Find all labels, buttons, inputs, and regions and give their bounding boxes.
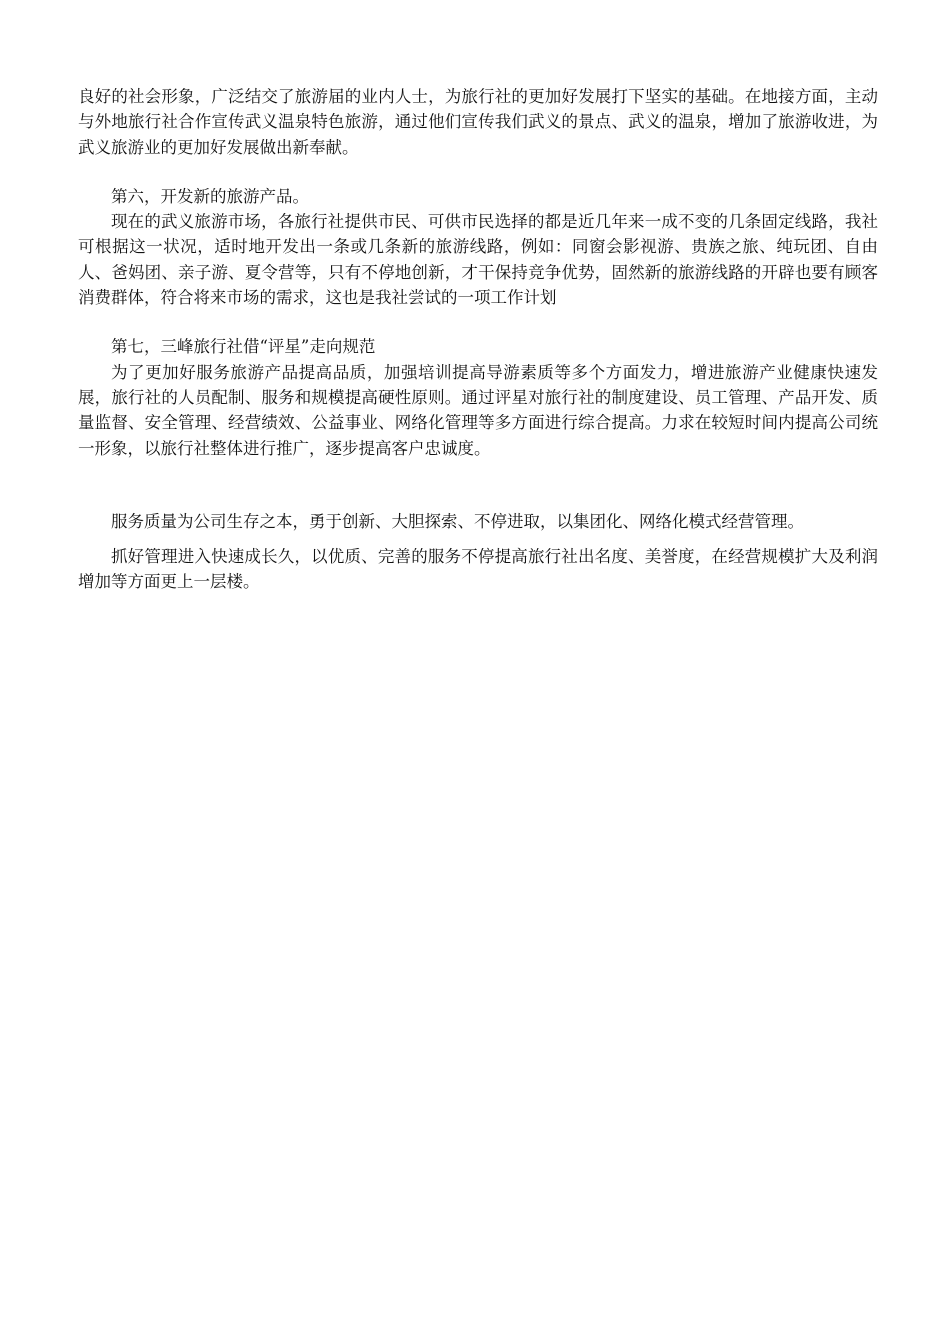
section-heading-7: 第七，三峰旅行社借“评星”走向规范 <box>111 337 376 357</box>
paragraph-continuation: 良好的社会形象，广泛结交了旅游届的业内人士，为旅行社的更加好发展打下坚实的基础。在地接方面，主动与外地旅行社合作宣传武义温泉特色旅游，通过他们宣传我们武义的景点、武义的温泉，增加了旅游收进，为武义旅游业的更加好发展做出新奉献。 <box>78 87 878 157</box>
document-body <box>78 84 878 595</box>
section-heading-6: 第六，开发新的旅游产品。 <box>111 186 309 206</box>
paragraph-service-quality: 服务质量为公司生存之本，勇于创新、大胆探索、不停进取，以集团化、网络化模式经营管理。 <box>111 511 804 531</box>
paragraph-section-7: 为了更加好服务旅游产品提高品质，加强培训提高导游素质等多个方面发力，增进旅游产业健康快速发展，旅行社的人员配制、服务和规模提高硬性原则。通过评星对旅行社的制度建设、员工管理、产品开发、质量监督、安全管理、经营绩效、公益事业、网络化管理等多方面进行综合提高。力求在较短时间内提高公司统一形象，以旅行社整体进行推广，逐步提高客户忠诚度。 <box>78 362 878 458</box>
paragraph-section-6: 现在的武义旅游市场，各旅行社提供市民、可供市民选择的都是近几年来一成不变的几条固定线路，我社可根据这一状况，适时地开发出一条或几条新的旅游线路，例如：同窗会影视游、贵族之旅、纯玩团、自由人、爸妈团、亲子游、夏令营等，只有不停地创新，才干保持竞争优势，固然新的旅游线路的开辟也要有顾客消费群体，符合将来市场的需求，这也是我社尝试的一项工作计划 <box>78 212 878 308</box>
paragraph-management: 抓好管理进入快速成长久，以优质、完善的服务不停提高旅行社出名度、美誉度，在经营规模扩大及利润增加等方面更上一层楼。 <box>78 547 878 592</box>
